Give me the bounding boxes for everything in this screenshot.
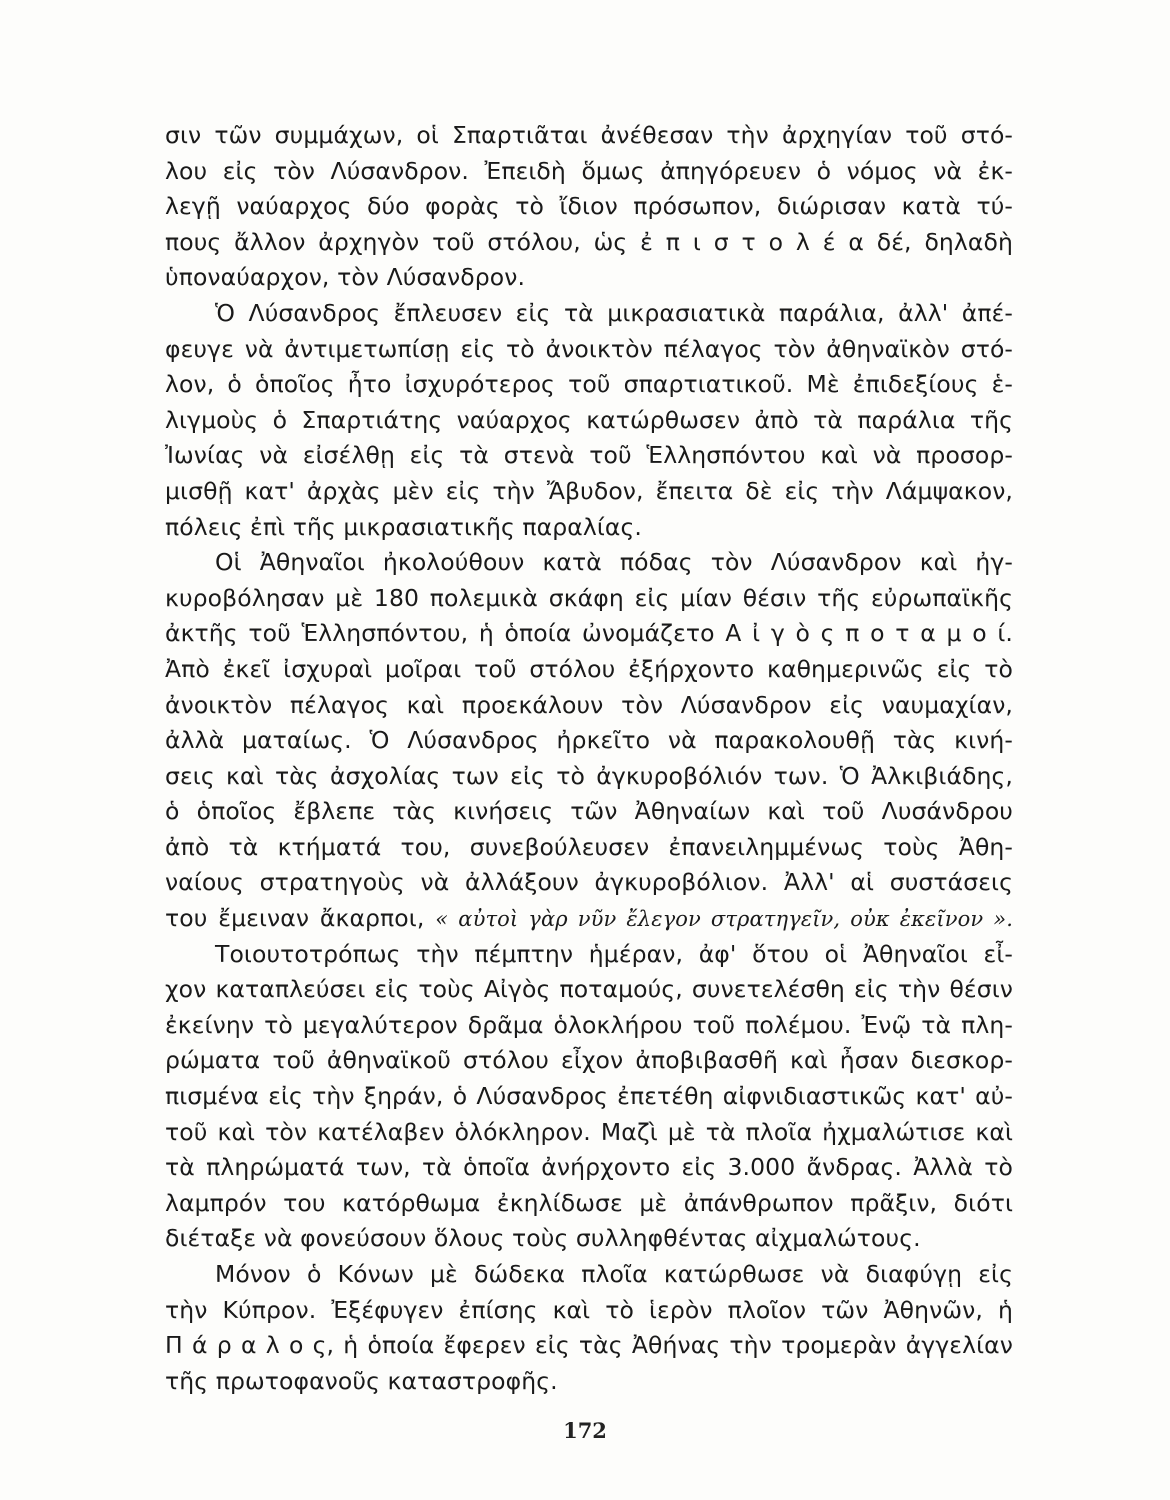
text-line: Π ά ρ α λ ο ς, ἡ ὁποία ἔφερεν εἰς τὰς Ἀθήνας τὴν τρομερὰν ἀγγελίαν bbox=[165, 1331, 1013, 1360]
text-line: ἀλλὰ ματαίως. Ὁ Λύσανδρος ἠρκεῖτο νὰ παρακολουθῇ τὰς κινή- bbox=[165, 726, 1013, 755]
text-line: χον καταπλεύσει εἰς τοὺς Αἰγὸς ποταμούς, συνετελέσθη εἰς τὴν θέσιν bbox=[165, 975, 1013, 1004]
text-line: τὴν Κύπρον. Ἐξέφυγεν ἐπίσης καὶ τὸ ἱερὸν πλοῖον τῶν Ἀθηνῶν, ἡ bbox=[165, 1295, 1013, 1324]
text-line: τῆς πρωτοφανοῦς καταστροφῆς. bbox=[165, 1366, 558, 1395]
text-line: σιν τῶν συμμάχων, οἱ Σπαρτιᾶται ἀνέθεσαν τὴν ἀρχηγίαν τοῦ στό- bbox=[165, 121, 1013, 149]
text-line: Ἀπὸ ἐκεῖ ἰσχυραὶ μοῖραι τοῦ στόλου ἐξήρχοντο καθημερινῶς εἰς τὸ bbox=[165, 654, 1013, 683]
page-number: 172 bbox=[563, 1418, 607, 1443]
text-line: λιγμοὺς ὁ Σπαρτιάτης ναύαρχος κατώρθωσεν ἀπὸ τὰ παράλια τῆς bbox=[165, 405, 1013, 434]
paragraph-first-line: Τοιουτοτρόπως τὴν πέμπτην ἡμέραν, ἀφ' ὅτου οἱ Ἀθηναῖοι εἶ- bbox=[215, 939, 1013, 968]
text-line: ναίους στρατηγοὺς νὰ ἀλλάξουν ἀγκυροβόλιον. Ἀλλ' αἱ συστάσεις bbox=[165, 868, 1013, 897]
text-line: λου εἰς τὸν Λύσανδρον. Ἐπειδὴ ὅμως ἀπηγόρευεν ὁ νόμος νὰ ἐκ- bbox=[165, 156, 1013, 185]
paragraph-first-line: Ὁ Λύσανδρος ἔπλευσεν εἰς τὰ μικρασιατικὰ παράλια, ἀλλ' ἀπέ- bbox=[215, 298, 1013, 327]
text-line: λον, ὁ ὁποῖος ἦτο ἰσχυρότερος τοῦ σπαρτιατικοῦ. Μὲ ἐπιδεξίους ἑ- bbox=[165, 370, 1013, 399]
text-line: λεγῇ ναύαρχος δύο φορὰς τὸ ἴδιον πρόσωπον, διώρισαν κατὰ τύ- bbox=[165, 192, 1013, 221]
paragraph-first-line: Οἱ Ἀθηναῖοι ἠκολούθουν κατὰ πόδας τὸν Λύσανδρον καὶ ἠγ- bbox=[215, 548, 1013, 577]
text-line: διέταξε νὰ φονεύσουν ὅλους τοὺς συλληφθέντας αἰχμαλώτους. bbox=[165, 1224, 921, 1253]
text-line: λαμπρόν του κατόρθωμα ἐκηλίδωσε μὲ ἀπάνθρωπον πρᾶξιν, διότι bbox=[165, 1188, 1013, 1217]
ancient-quote: « αὐτοὶ γὰρ νῦν ἔλεγον στρατηγεῖν, οὐκ ἐκεῖνον ». bbox=[435, 907, 1014, 932]
paragraph-first-line: Μόνον ὁ Κόνων μὲ δώδεκα πλοῖα κατώρθωσε νὰ διαφύγῃ εἰς bbox=[215, 1260, 1013, 1288]
text-line: ρώματα τοῦ ἀθηναϊκοῦ στόλου εἶχον ἀποβιβασθῆ καὶ ἦσαν διεσκορ- bbox=[165, 1046, 1013, 1075]
text-line: ἀνοικτὸν πέλαγος καὶ προεκάλουν τὸν Λύσανδρον εἰς ναυμαχίαν, bbox=[165, 690, 1013, 719]
text-line: σεις καὶ τὰς ἀσχολίας των εἰς τὸ ἀγκυροβόλιόν των. Ὁ Ἀλκιβιάδης, bbox=[165, 761, 1013, 790]
page-body-text bbox=[165, 118, 1013, 1399]
text-line: μισθῇ κατ' ἀρχὰς μὲν εἰς τὴν Ἄβυδον, ἔπειτα δὲ εἰς τὴν Λάμψακον, bbox=[165, 476, 1013, 505]
text-line-prefix: του ἔμειναν ἄκαρποι, bbox=[165, 904, 425, 933]
text-line: πισμένα εἰς τὴν ξηράν, ὁ Λύσανδρος ἐπετέθη αἰφνιδιαστικῶς κατ' αὐ- bbox=[165, 1082, 1013, 1111]
text-line: τὰ πληρώματά των, τὰ ὁποῖα ἀνήρχοντο εἰς 3.000 ἄνδρας. Ἀλλὰ τὸ bbox=[165, 1153, 1013, 1182]
text-line: ὑποναύαρχον, τὸν Λύσανδρον. bbox=[165, 263, 526, 292]
text-line: πους ἄλλον ἀρχηγὸν τοῦ στόλου, ὡς ἐ π ι σ τ ο λ έ α δέ, δηλαδὴ bbox=[165, 227, 1013, 256]
text-line: ὁ ὁποῖος ἔβλεπε τὰς κινήσεις τῶν Ἀθηναίων καὶ τοῦ Λυσάνδρου bbox=[165, 797, 1013, 826]
text-line: ἀπὸ τὰ κτήματά του, συνεβούλευσεν ἐπανειλημμένως τοὺς Ἀθη- bbox=[165, 832, 1013, 861]
text-line: κυροβόλησαν μὲ 180 πολεμικὰ σκάφη εἰς μίαν θέσιν τῆς εὐρωπαϊκῆς bbox=[165, 583, 1013, 612]
text-line: Ἰωνίας νὰ εἰσέλθῃ εἰς τὰ στενὰ τοῦ Ἑλλησπόντου καὶ νὰ προσορ- bbox=[165, 441, 1013, 470]
text-line: φευγε νὰ ἀντιμετωπίσῃ εἰς τὸ ἀνοικτὸν πέλαγος τὸν ἀθηναϊκὸν στό- bbox=[165, 334, 1013, 363]
text-line: πόλεις ἐπὶ τῆς μικρασιατικῆς παραλίας. bbox=[165, 512, 642, 541]
text-line: ἀκτῆς τοῦ Ἑλλησπόντου, ἡ ὁποία ὠνομάζετο Α ἰ γ ὸ ς π ο τ α μ ο ί. bbox=[165, 619, 1013, 648]
text-line-with-quote bbox=[165, 901, 1013, 937]
text-line: ἐκείνην τὸ μεγαλύτερον δρᾶμα ὁλοκλήρου τοῦ πολέμου. Ἐνῷ τὰ πλη- bbox=[165, 1010, 1013, 1039]
text-line: τοῦ καὶ τὸν κατέλαβεν ὁλόκληρον. Μαζὶ μὲ τὰ πλοῖα ἠχμαλώτισε καὶ bbox=[165, 1117, 1013, 1146]
